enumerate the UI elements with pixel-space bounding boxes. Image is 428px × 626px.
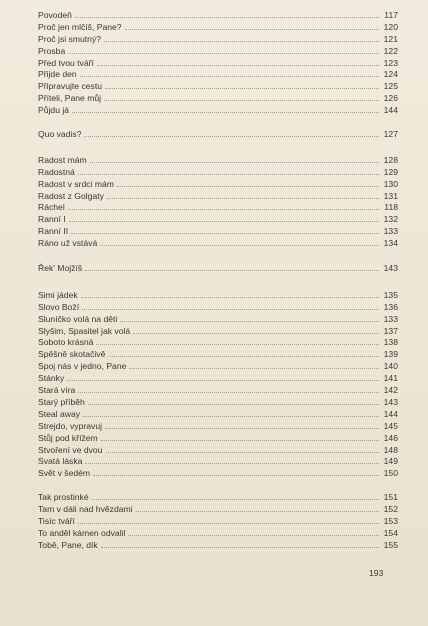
- entry-page-number: 124: [383, 69, 398, 80]
- entry-title: Stánky: [38, 373, 65, 384]
- entry-title: Quo vadis?: [38, 129, 82, 140]
- toc-entry: [38, 397, 398, 409]
- dot-leader: [67, 380, 379, 381]
- toc-entry: [38, 314, 398, 326]
- dot-leader: [83, 416, 379, 417]
- toc-entry: [38, 326, 398, 338]
- entry-title: Tobě, Pane, dík: [38, 539, 98, 550]
- dot-leader: [117, 186, 379, 187]
- entry-page-number: 154: [383, 527, 398, 538]
- toc-entry: [38, 105, 398, 117]
- toc-group: [38, 290, 398, 480]
- entry-page-number: 141: [383, 373, 398, 384]
- dot-leader: [71, 233, 379, 234]
- table-of-contents: [38, 10, 398, 552]
- entry-title: Ráno už vstává: [38, 238, 98, 249]
- toc-entry: [38, 302, 398, 314]
- entry-page-number: 134: [383, 238, 398, 249]
- entry-page-number: 123: [383, 57, 398, 68]
- dot-leader: [105, 428, 379, 429]
- entry-title: Před tvou tváří: [38, 57, 94, 68]
- toc-entry: [38, 214, 398, 226]
- toc-entry: [38, 290, 398, 302]
- entry-page-number: 128: [383, 154, 398, 165]
- entry-page-number: 152: [383, 504, 398, 515]
- entry-page-number: 131: [383, 190, 398, 201]
- dot-leader: [104, 100, 379, 101]
- entry-page-number: 133: [383, 313, 398, 324]
- entry-page-number: 149: [383, 456, 398, 467]
- toc-entry: [38, 155, 398, 167]
- entry-page-number: 148: [383, 444, 398, 455]
- dot-leader: [82, 309, 379, 310]
- dot-leader: [68, 209, 379, 210]
- entry-page-number: 153: [383, 515, 398, 526]
- entry-page-number: 137: [383, 325, 398, 336]
- dot-leader: [84, 136, 379, 137]
- entry-page-number: 142: [383, 385, 398, 396]
- entry-page-number: 138: [383, 337, 398, 348]
- toc-entry: [38, 373, 398, 385]
- entry-page-number: 143: [383, 263, 398, 274]
- dot-leader: [85, 463, 379, 464]
- entry-title: Tisíc tváří: [38, 515, 75, 526]
- dot-leader: [69, 221, 379, 222]
- dot-leader: [88, 404, 379, 405]
- entry-page-number: 121: [383, 33, 398, 44]
- toc-entry: [38, 22, 398, 34]
- toc-entry: [38, 528, 398, 540]
- toc-entry: [38, 93, 398, 105]
- entry-title: Stůj pod křížem: [38, 432, 98, 443]
- entry-page-number: 127: [383, 129, 398, 140]
- toc-group: [38, 155, 398, 250]
- entry-page-number: 117: [384, 10, 398, 20]
- entry-title: Steal away: [38, 408, 81, 419]
- entry-page-number: 144: [383, 105, 398, 116]
- entry-title: Svatá láska: [38, 456, 83, 467]
- entry-page-number: 145: [383, 420, 398, 431]
- entry-page-number: 118: [384, 202, 398, 213]
- dot-leader: [105, 88, 379, 89]
- entry-page-number: 132: [383, 214, 398, 225]
- dot-leader: [104, 41, 379, 42]
- entry-title: Tak prostinké: [38, 492, 89, 503]
- toc-entry: [38, 46, 398, 58]
- entry-title: Radostná: [38, 166, 75, 177]
- entry-title: Příteli, Pane můj: [38, 93, 102, 104]
- dot-leader: [78, 523, 379, 524]
- toc-entry: [38, 129, 398, 141]
- dot-leader: [92, 499, 379, 500]
- entry-title: Tam v dáli nad hvězdami: [38, 504, 133, 515]
- dot-leader: [120, 321, 379, 322]
- entry-page-number: 139: [383, 349, 398, 360]
- entry-title: Proč jsi smutný?: [38, 33, 102, 44]
- toc-entry: [38, 202, 398, 214]
- toc-group: [38, 129, 398, 141]
- entry-page-number: 146: [383, 432, 398, 443]
- dot-leader: [101, 547, 379, 548]
- entry-page-number: 126: [383, 93, 398, 104]
- entry-title: To anděl kámen odvalil: [38, 527, 126, 538]
- toc-entry: [38, 445, 398, 457]
- dot-leader: [78, 174, 379, 175]
- toc-entry: [38, 492, 398, 504]
- entry-page-number: 120: [383, 21, 398, 32]
- entry-title: Povodeň: [38, 10, 72, 20]
- group-spacer: [38, 275, 398, 290]
- dot-leader: [125, 29, 379, 30]
- toc-entry: [38, 337, 398, 349]
- entry-title: Spoj nás v jedno, Pane: [38, 361, 127, 372]
- dot-leader: [81, 297, 379, 298]
- dot-leader: [107, 198, 379, 199]
- entry-title: Radost z Golgaty: [38, 190, 104, 201]
- toc-group: [38, 263, 398, 275]
- dot-leader: [80, 76, 379, 77]
- entry-title: Sluníčko volá na děti: [38, 313, 118, 324]
- page-number: 193: [369, 568, 384, 578]
- entry-title: Svět v šedém: [38, 468, 91, 479]
- dot-leader: [85, 270, 379, 271]
- entry-page-number: 135: [383, 289, 398, 300]
- entry-title: Radost v srdci mám: [38, 178, 114, 189]
- dot-leader: [133, 333, 379, 334]
- toc-entry: [38, 238, 398, 250]
- toc-entry: [38, 433, 398, 445]
- entry-title: Simi jádek: [38, 289, 78, 300]
- dot-leader: [68, 53, 379, 54]
- toc-entry: [38, 468, 398, 480]
- toc-group: [38, 10, 398, 117]
- toc-entry: [38, 504, 398, 516]
- dot-leader: [75, 17, 379, 18]
- entry-page-number: 133: [383, 226, 398, 237]
- entry-title: Prosba: [38, 45, 66, 56]
- dot-leader: [129, 368, 379, 369]
- dot-leader: [78, 392, 379, 393]
- entry-title: Přijde den: [38, 69, 77, 80]
- toc-entry: [38, 34, 398, 46]
- toc-entry: [38, 167, 398, 179]
- dot-leader: [90, 162, 379, 163]
- entry-title: Radost mám: [38, 154, 87, 165]
- entry-title: Půjdu já: [38, 105, 70, 116]
- toc-entry: [38, 191, 398, 203]
- entry-page-number: 130: [383, 178, 398, 189]
- entry-title: Ranní II: [38, 226, 69, 237]
- group-spacer: [38, 480, 398, 492]
- dot-leader: [128, 535, 379, 536]
- dot-leader: [93, 475, 379, 476]
- entry-page-number: 125: [383, 81, 398, 92]
- dot-leader: [97, 65, 379, 66]
- group-spacer: [38, 250, 398, 263]
- toc-entry: [38, 81, 398, 93]
- dot-leader: [100, 245, 379, 246]
- dot-leader: [101, 440, 379, 441]
- entry-page-number: 155: [383, 539, 398, 550]
- entry-title: Ráchel: [38, 202, 65, 213]
- toc-entry: [38, 385, 398, 397]
- toc-entry: [38, 10, 398, 22]
- entry-title: Soboto krásná: [38, 337, 94, 348]
- toc-entry: [38, 421, 398, 433]
- dot-leader: [136, 511, 379, 512]
- entry-title: Ranní I: [38, 214, 66, 225]
- toc-entry: [38, 263, 398, 275]
- entry-page-number: 122: [383, 45, 398, 56]
- entry-title: Starý příběh: [38, 396, 85, 407]
- entry-title: Strejdo, vypravuj: [38, 420, 103, 431]
- entry-page-number: 150: [383, 468, 398, 479]
- toc-entry: [38, 409, 398, 421]
- group-spacer: [38, 141, 398, 155]
- dot-leader: [96, 344, 379, 345]
- entry-title: Stvoření ve dvou: [38, 444, 103, 455]
- toc-entry: [38, 361, 398, 373]
- entry-title: Stará víra: [38, 385, 76, 396]
- toc-entry: [38, 69, 398, 81]
- toc-entry: [38, 58, 398, 70]
- toc-entry: [38, 456, 398, 468]
- entry-title: Řek' Mojžíš: [38, 263, 83, 274]
- dot-leader: [72, 112, 379, 113]
- dot-leader: [108, 356, 379, 357]
- entry-page-number: 143: [383, 396, 398, 407]
- toc-entry: [38, 349, 398, 361]
- entry-page-number: 140: [383, 361, 398, 372]
- toc-entry: [38, 226, 398, 238]
- entry-title: Slovo Boží: [38, 301, 80, 312]
- entry-page-number: 144: [383, 408, 398, 419]
- group-spacer: [38, 117, 398, 129]
- entry-page-number: 129: [383, 166, 398, 177]
- toc-entry: [38, 516, 398, 528]
- entry-page-number: 151: [383, 492, 398, 503]
- entry-title: Spěšně skotačivě: [38, 349, 106, 360]
- toc-entry: [38, 179, 398, 191]
- entry-title: Připravujte cestu: [38, 81, 103, 92]
- entry-page-number: 136: [383, 301, 398, 312]
- entry-title: Proč jen mlčíš, Pane?: [38, 21, 122, 32]
- entry-title: Slyšim, Spasitel jak volá: [38, 325, 131, 336]
- dot-leader: [106, 452, 380, 453]
- toc-group: [38, 492, 398, 551]
- toc-entry: [38, 540, 398, 552]
